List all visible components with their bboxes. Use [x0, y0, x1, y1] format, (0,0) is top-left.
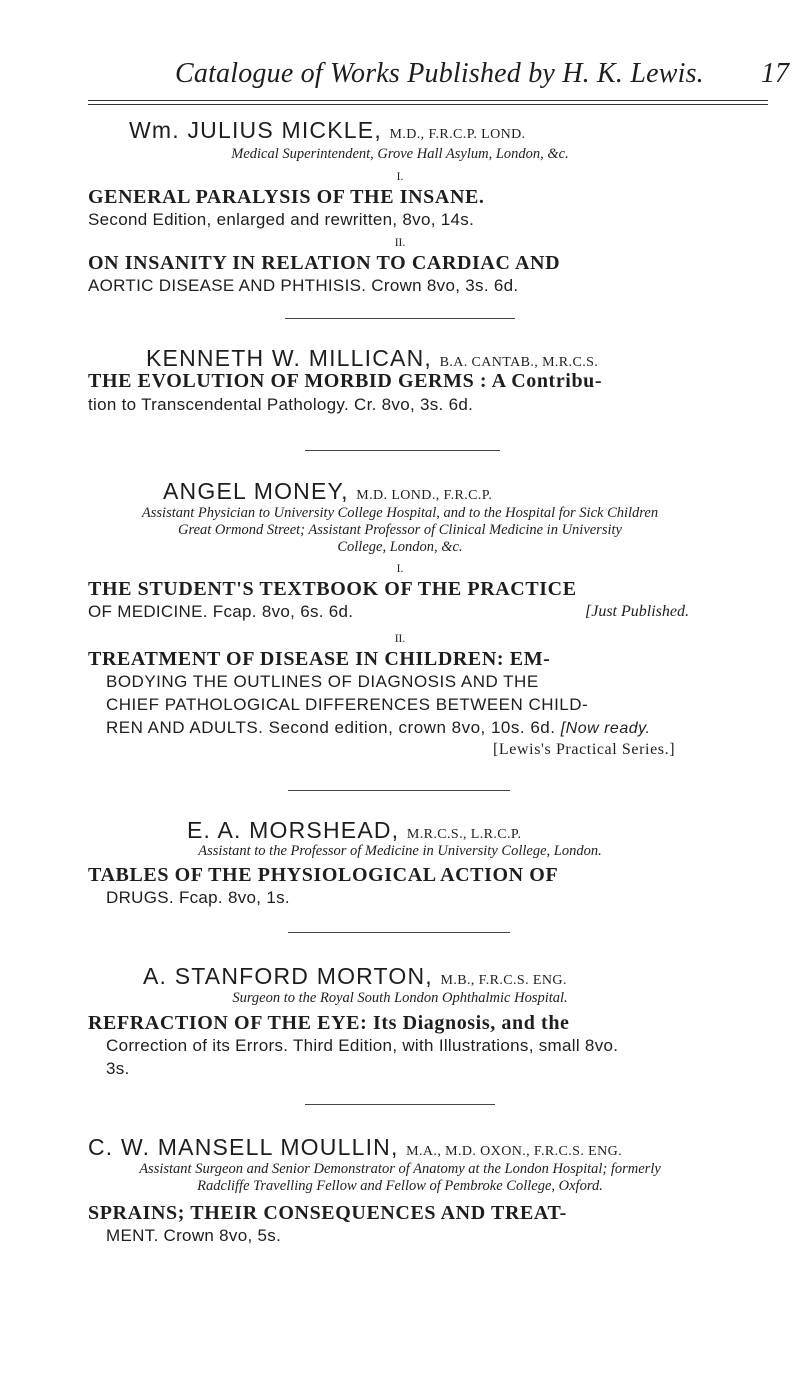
- work-numeral: II.: [394, 633, 406, 645]
- author-heading: [129, 117, 526, 144]
- author-name: ANGEL MONEY,: [163, 478, 349, 504]
- work-numeral: II.: [394, 237, 406, 249]
- book-title: THE STUDENT'S TEXTBOOK OF THE PRACTICE: [88, 578, 577, 600]
- book-details: DRUGS. Fcap. 8vo, 1s.: [106, 888, 290, 907]
- section-divider: [305, 450, 500, 451]
- publication-status-note: [Just Published.: [585, 603, 689, 620]
- author-heading: [163, 478, 492, 505]
- author-degrees: M.D. LOND., F.R.C.P.: [356, 488, 493, 503]
- author-heading: [88, 1134, 622, 1161]
- book-details: Second Edition, enlarged and rewritten, 8vo, 14s.: [88, 210, 475, 229]
- section-divider: [288, 932, 510, 933]
- book-title: TABLES OF THE PHYSIOLOGICAL ACTION OF: [88, 864, 559, 886]
- book-title-end: REN AND ADULTS.: [106, 718, 264, 737]
- book-title: TREATMENT OF DISEASE IN CHILDREN: EM-: [88, 648, 551, 670]
- author-degrees: B.A. CANTAB., M.R.C.S.: [439, 355, 599, 370]
- book-details: 3s.: [106, 1059, 130, 1078]
- book-details: AORTIC DISEASE AND PHTHISIS. Crown 8vo, 3s. 6d.: [88, 276, 519, 295]
- book-details: tion to Transcendental Pathology. Cr. 8vo, 3s. 6d.: [88, 395, 474, 414]
- work-numeral: I.: [396, 171, 404, 183]
- book-title-continued: CHIEF PATHOLOGICAL DIFFERENCES BETWEEN CHILD-: [106, 695, 589, 714]
- section-divider: [288, 790, 510, 791]
- author-affiliation: Assistant Surgeon and Senior Demonstrator of Anatomy at the London Hospital; formerly: [139, 1161, 661, 1177]
- page-number: 17: [761, 58, 789, 89]
- book-details: MENT. Crown 8vo, 5s.: [106, 1226, 282, 1245]
- author-affiliation: Surgeon to the Royal South London Ophthalmic Hospital.: [232, 990, 568, 1006]
- book-title: REFRACTION OF THE EYE: Its Diagnosis, and the: [88, 1012, 570, 1034]
- author-degrees: M.D., F.R.C.P. LOND.: [389, 127, 526, 142]
- author-heading: [143, 963, 567, 990]
- author-name: E. A. MORSHEAD,: [187, 817, 400, 843]
- book-title: ON INSANITY IN RELATION TO CARDIAC AND: [88, 252, 561, 274]
- author-name: Wm. JULIUS MICKLE,: [129, 117, 382, 143]
- author-affiliation: Assistant to the Professor of Medicine in University College, London.: [198, 843, 602, 859]
- book-details: OF MEDICINE. Fcap. 8vo, 6s. 6d.: [88, 602, 354, 621]
- book-title-continued: BODYING THE OUTLINES OF DIAGNOSIS AND THE: [106, 672, 539, 691]
- book-title: THE EVOLUTION OF MORBID GERMS : A Contribu-: [88, 370, 603, 392]
- book-details: Correction of its Errors. Third Edition, with Illustrations, small 8vo.: [106, 1036, 619, 1055]
- author-name: C. W. MANSELL MOULLIN,: [88, 1134, 399, 1160]
- section-divider: [305, 1104, 495, 1105]
- author-degrees: M.A., M.D. OXON., F.R.C.S. ENG.: [406, 1144, 623, 1159]
- author-heading: [146, 345, 598, 372]
- running-header: Catalogue of Works Published by H. K. Lewis.: [175, 58, 704, 89]
- work-numeral: I.: [396, 563, 404, 575]
- author-affiliation: Radcliffe Travelling Fellow and Fellow of Pembroke College, Oxford.: [197, 1178, 603, 1194]
- author-name: A. STANFORD MORTON,: [143, 963, 433, 989]
- author-affiliation: Medical Superintendent, Grove Hall Asylum, London, &c.: [231, 146, 569, 162]
- book-title: GENERAL PARALYSIS OF THE INSANE.: [88, 186, 485, 208]
- book-title: SPRAINS; THEIR CONSEQUENCES AND TREAT-: [88, 1202, 567, 1224]
- author-affiliation: Great Ormond Street; Assistant Professor of Clinical Medicine in University: [178, 522, 622, 538]
- author-name: KENNETH W. MILLICAN,: [146, 345, 432, 371]
- author-heading: [187, 817, 521, 844]
- header-rule: [88, 100, 768, 105]
- book-details: Second edition, crown 8vo, 10s. 6d.: [268, 718, 556, 737]
- author-degrees: M.R.C.S., L.R.C.P.: [406, 827, 522, 842]
- book-title-continued: [106, 718, 650, 738]
- series-note: [Lewis's Practical Series.]: [493, 741, 676, 758]
- author-affiliation: Assistant Physician to University College Hospital, and to the Hospital for Sick Children: [141, 505, 659, 521]
- publication-status-note: [Now ready.: [560, 720, 651, 737]
- author-affiliation: College, London, &c.: [337, 539, 463, 555]
- author-degrees: M.B., F.R.C.S. ENG.: [440, 973, 567, 988]
- section-divider: [285, 318, 515, 319]
